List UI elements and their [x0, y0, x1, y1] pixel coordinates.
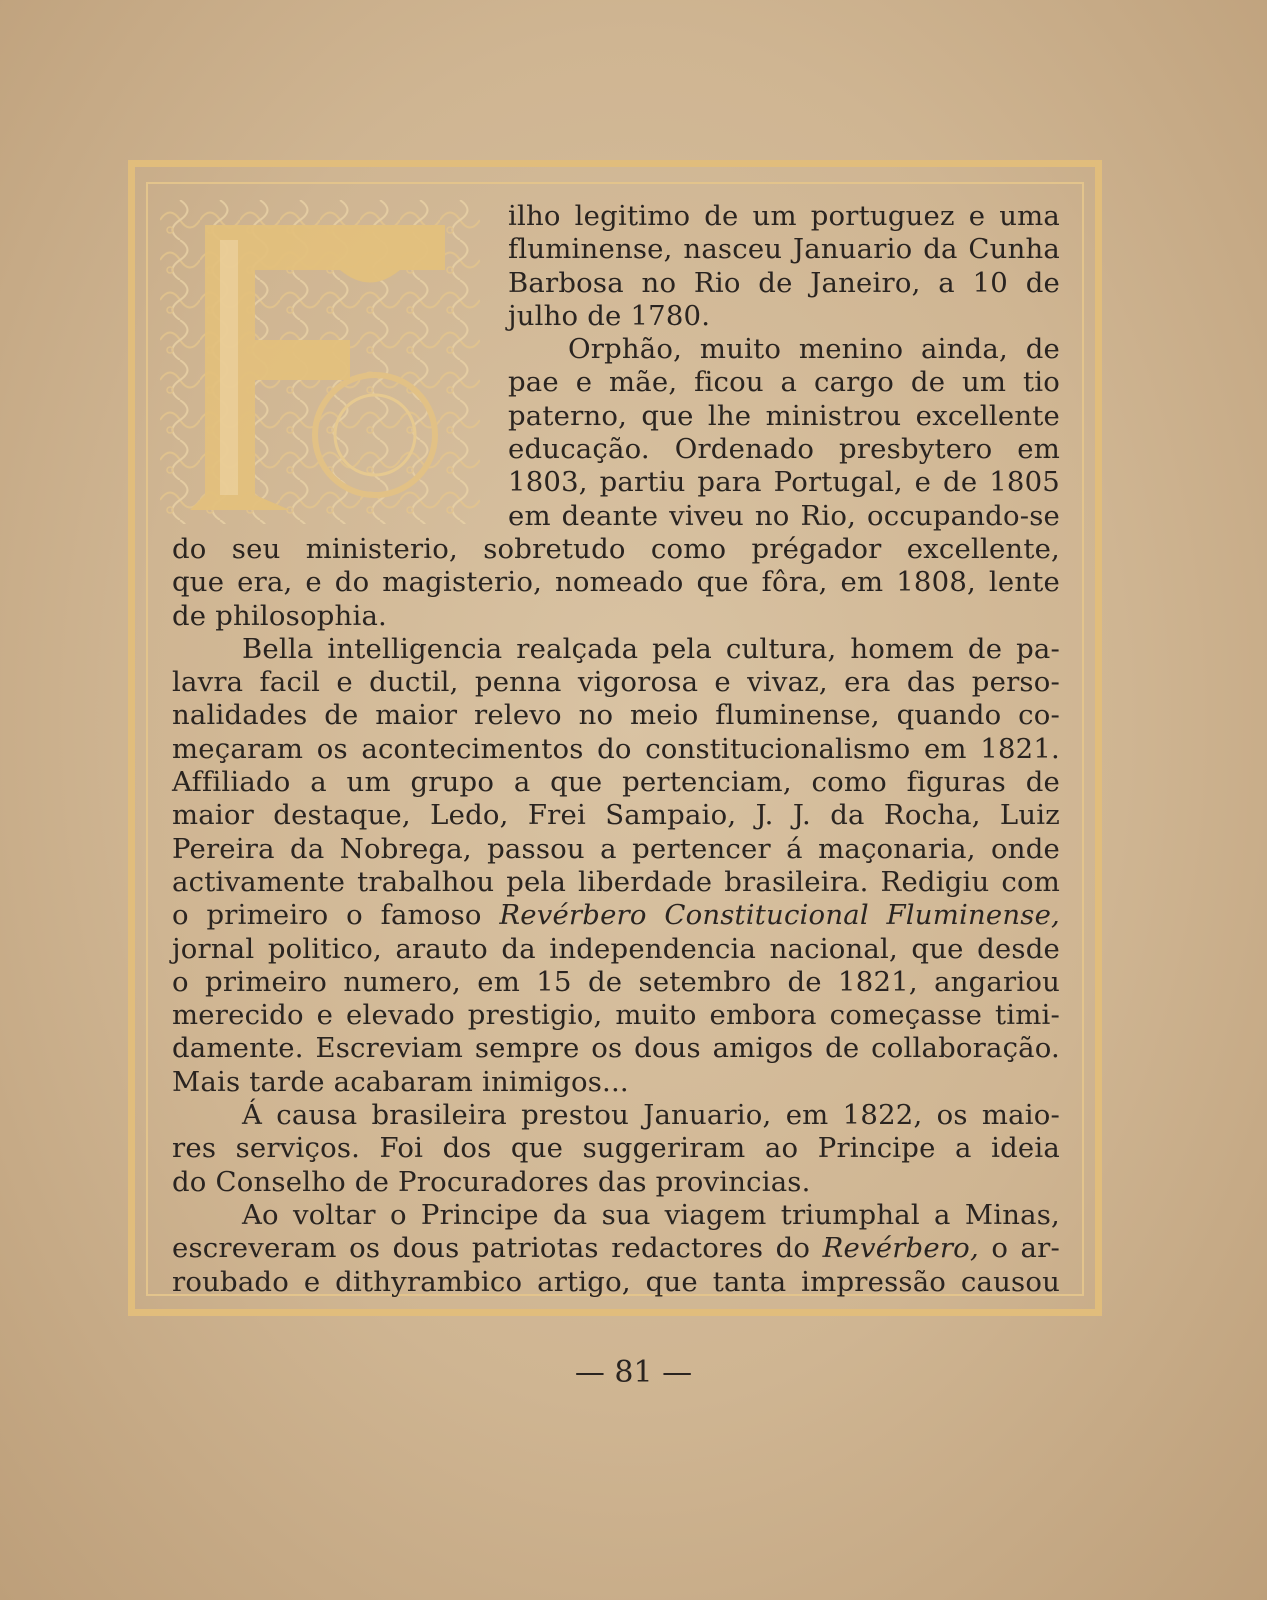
text-line: Mais tarde acabaram inimigos... [172, 1065, 629, 1098]
newspaper-title: Revérbero, [822, 1232, 979, 1265]
text-line: Orphão, muito menino ainda, de [568, 333, 1060, 366]
text-line: Ao voltar o Principe da sua viagem triumphal a Minas, [242, 1198, 1060, 1231]
text-line: ilho legitimo de um portuguez e uma [508, 200, 1060, 232]
text-line: Bella intelligencia realçada pela cultura, homem de pa- [242, 632, 1060, 665]
text-line: damente. Escreviam sempre os dous amigos de collaboração. [172, 1032, 1060, 1065]
text-line: Á causa brasileira prestou Januario, em 1822, os maio- [242, 1099, 1060, 1132]
page-number: — 81 — [574, 1355, 693, 1390]
text-fragment: o ar- [991, 1232, 1060, 1265]
text-line: Barbosa no Rio de Janeiro, a 10 de [508, 266, 1060, 299]
newspaper-title: Revérbero Constitucional Fluminense, [499, 899, 1060, 932]
text-line: meçaram os acontecimentos do constitucionalismo em 1821. [172, 732, 1060, 765]
text-line: 1803, partiu para Portugal, e de 1805 [508, 466, 1060, 499]
text-fragment: o primeiro o famoso [172, 899, 482, 932]
text-line: julho de 1780. [508, 299, 711, 332]
text-line: Affiliado a um grupo a que pertenciam, como figuras de [172, 766, 1060, 799]
text-line: activamente trabalhou pela liberdade brasileira. Redigiu com [172, 865, 1060, 898]
text-line: pae e mãe, ficou a cargo de um tio [508, 366, 1060, 399]
text-line: fluminense, nasceu Januario da Cunha [508, 233, 1060, 266]
text-fragment: escreveram os dous patriotas redactores do [172, 1232, 811, 1265]
text-line: lavra facil e ductil, penna vigorosa e vivaz, era das perso- [172, 666, 1060, 699]
text-line: jornal politico, arauto da independencia nacional, que desde [172, 932, 1060, 965]
text-line: em deante viveu no Rio, occupando-se [508, 499, 1060, 532]
text-line: do Conselho de Procuradores das provincias. [172, 1165, 811, 1198]
text-line-with-title [172, 1232, 1060, 1265]
text-line: educação. Ordenado presbytero em [508, 433, 1060, 466]
text-line: roubado e dithyrambico artigo, que tanta impressão causou [172, 1265, 1060, 1298]
text-line: res serviços. Foi dos que suggeriram ao Principe a ideia [172, 1132, 1060, 1165]
text-line: o primeiro numero, em 15 de setembro de 1821, angariou [172, 965, 1060, 998]
text-line: do seu ministerio, sobretudo como prégador excellente, [172, 532, 1060, 565]
text-line: maior destaque, Ledo, Frei Sampaio, J. J. da Rocha, Luiz [172, 799, 1060, 832]
text-line-with-title [172, 899, 1060, 932]
text-line: merecido e elevado prestigio, muito embora começasse timi- [172, 999, 1060, 1032]
text-line: de philosophia. [172, 599, 387, 632]
text-line: paterno, que lhe ministrou excellente [508, 399, 1060, 432]
text-line: Pereira da Nobrega, passou a pertencer á maçonaria, onde [172, 832, 1060, 865]
text-line: nalidades de maior relevo no meio fluminense, quando co- [172, 699, 1060, 732]
text-line: que era, e do magisterio, nomeado que fôra, em 1808, lente [172, 566, 1060, 599]
body-text [172, 200, 1060, 1299]
